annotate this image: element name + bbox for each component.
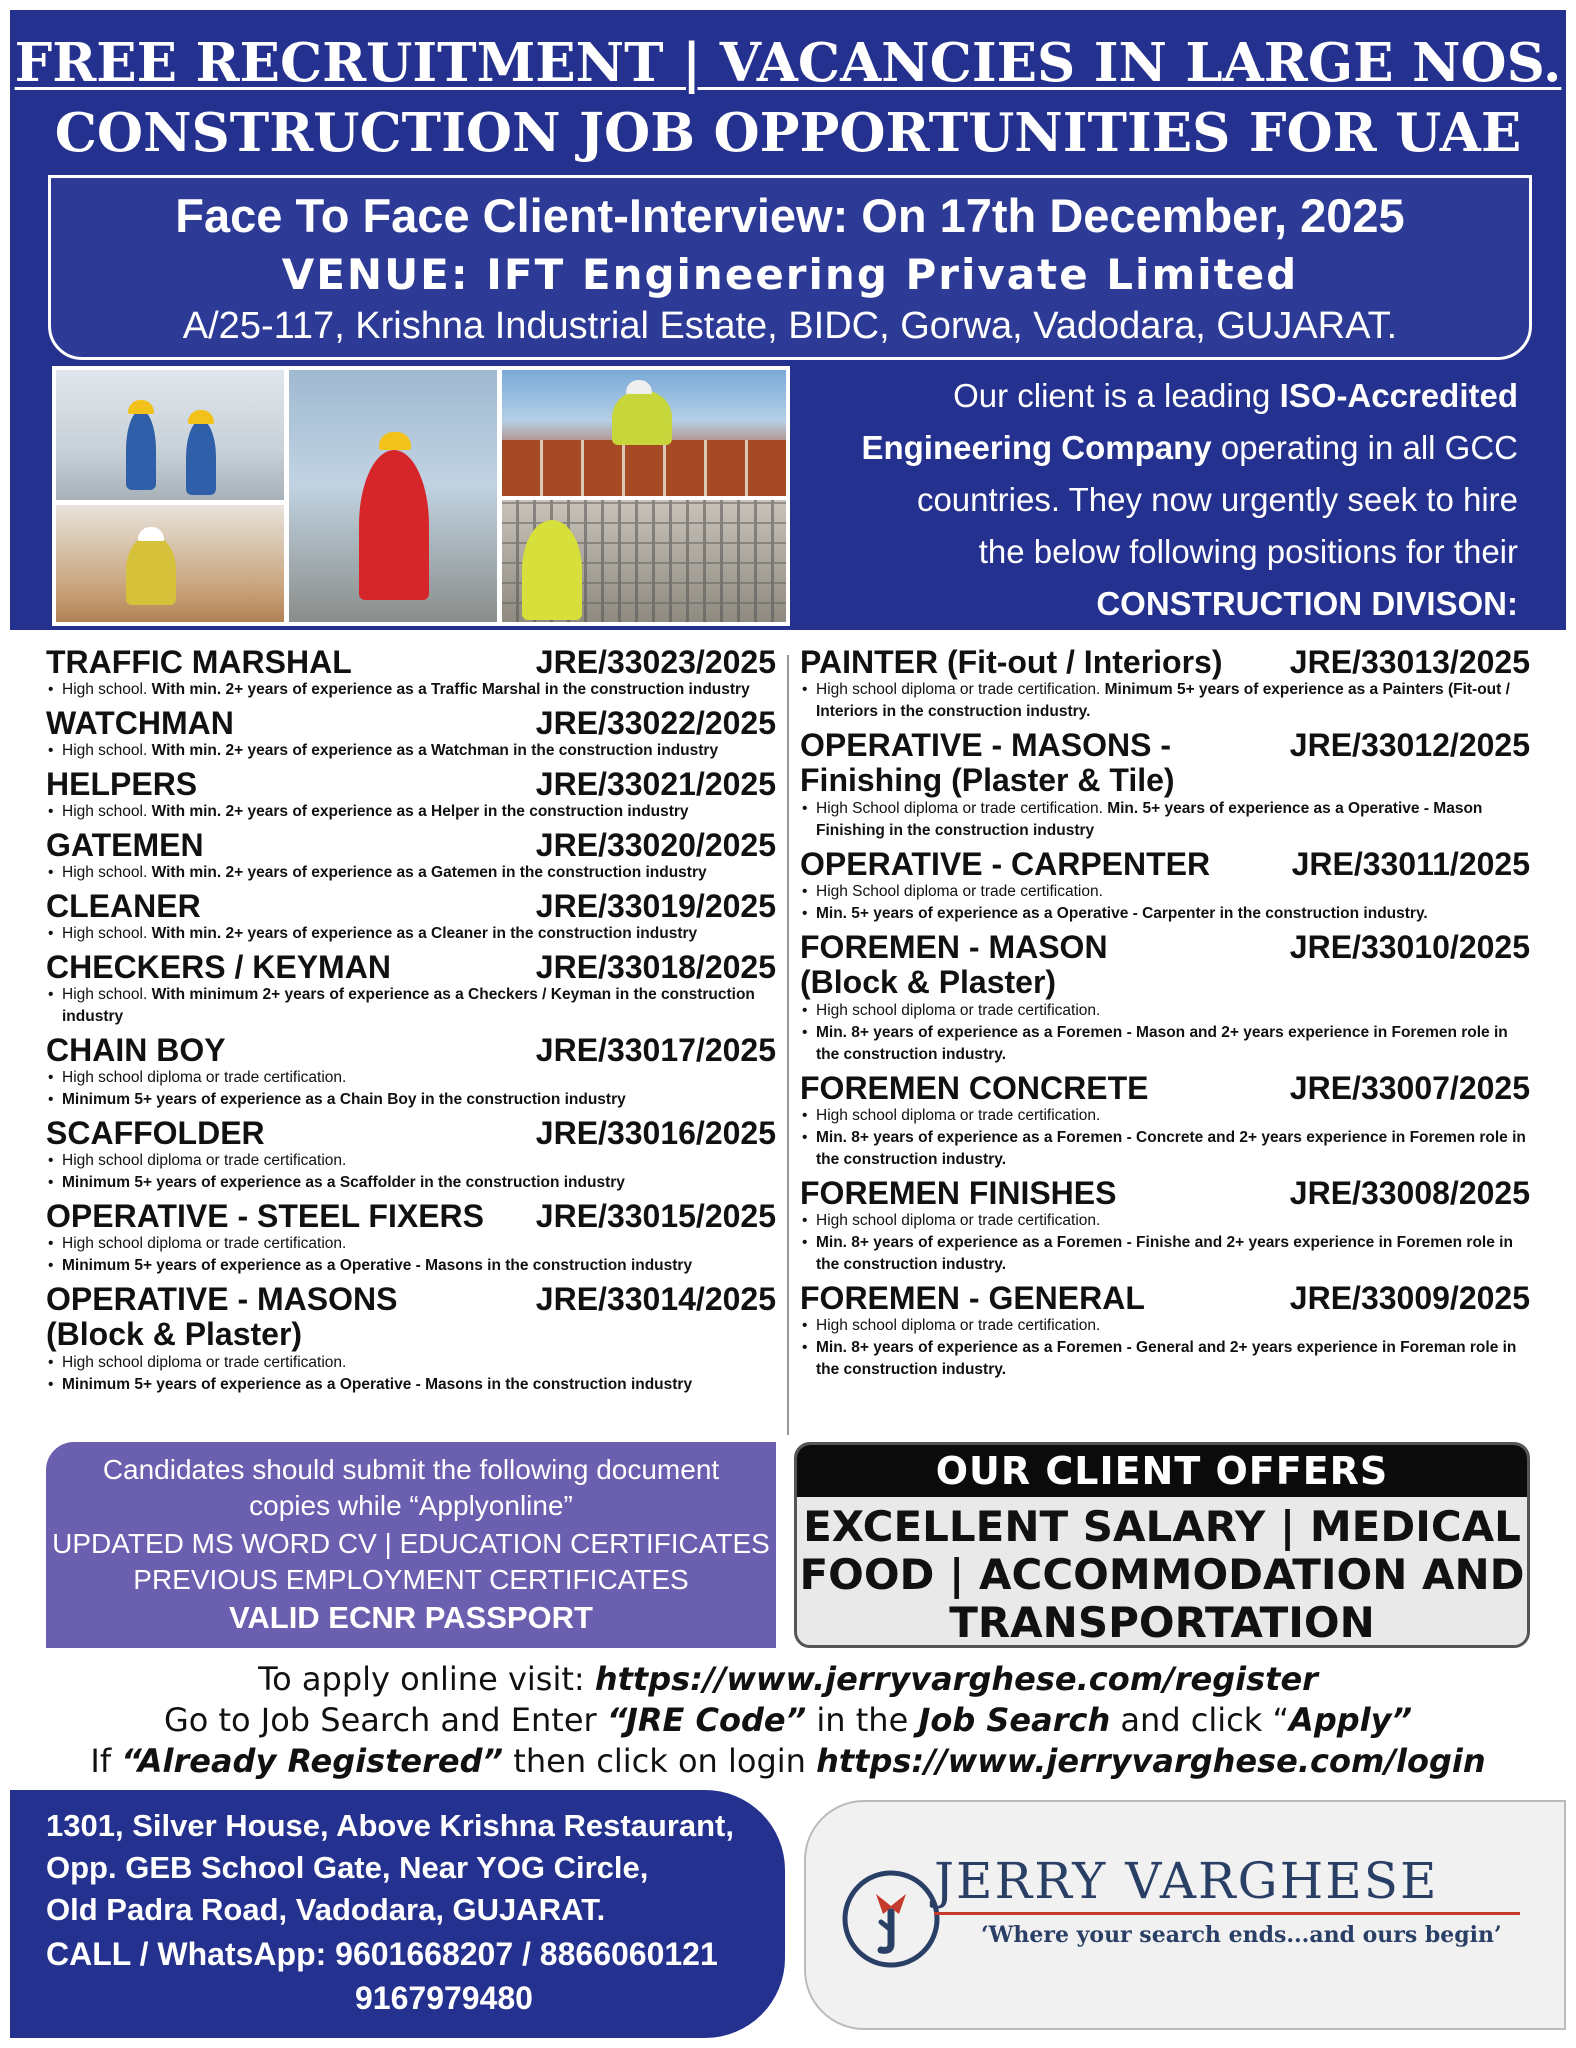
job-requirement: [800, 1022, 1530, 1066]
header-banner: [10, 10, 1566, 630]
requirement-text: High school.: [62, 925, 152, 942]
construction-photo-collage: [52, 366, 790, 626]
job-requirement: [46, 1374, 776, 1396]
job-code: JRE/33008/2025: [1289, 1175, 1530, 1211]
requirement-text: High School diploma or trade certification.: [816, 800, 1108, 817]
logo-company-name: JERRY VARGHESE: [934, 1852, 1439, 1910]
address-line-1: 1301, Silver House, Above Krishna Restaurant,: [46, 1808, 734, 1843]
job-code: JRE/33012/2025: [1289, 727, 1530, 763]
job-requirement: [800, 1127, 1530, 1171]
job-listing: [800, 1071, 1530, 1171]
job-title: HELPERS: [46, 766, 198, 802]
interview-details-box: [48, 175, 1532, 360]
jobs-column-left: [46, 645, 776, 1401]
job-requirement: [46, 1233, 776, 1255]
job-listing: [800, 728, 1530, 842]
job-listing: [46, 645, 776, 701]
job-code: JRE/33016/2025: [535, 1115, 776, 1151]
job-requirement: [46, 862, 776, 884]
apply-online-line: [0, 1660, 1576, 1698]
job-listing: [46, 1116, 776, 1194]
job-requirement: [800, 679, 1530, 723]
job-listing: [46, 1199, 776, 1277]
job-code: JRE/33021/2025: [535, 766, 776, 802]
job-requirement: [46, 923, 776, 945]
offers-line-1: EXCELLENT SALARY | MEDICAL: [803, 1502, 1521, 1551]
job-requirement: [46, 679, 776, 701]
job-requirement: [46, 1172, 776, 1194]
client-engineering: Engineering Company: [861, 429, 1212, 466]
job-heading: [800, 847, 1530, 881]
client-text-1: Our client is a leading: [953, 377, 1280, 414]
job-requirement: [800, 1337, 1530, 1381]
requirement-text: High school.: [62, 681, 152, 698]
login-text-1: If: [90, 1742, 122, 1780]
requirement-text: High school diploma or trade certification.: [816, 1107, 1101, 1124]
job-requirement: [800, 1105, 1530, 1127]
requirement-experience: Min. 8+ years of experience as a Foremen - General and 2+ years experience in Foreman role in the construction industry.: [816, 1339, 1517, 1378]
job-search-text-2: in the: [806, 1701, 919, 1739]
job-title-continued: Finishing (Plaster & Tile): [800, 762, 1175, 798]
job-title-continued: (Block & Plaster): [800, 964, 1057, 1000]
job-requirement: [46, 801, 776, 823]
job-title: FOREMEN FINISHES: [800, 1175, 1117, 1211]
requirement-experience: With min. 2+ years of experience as a Watchman in the construction industry: [151, 742, 719, 759]
requirement-experience: With minimum 2+ years of experience as a Checkers / Keyman in the construction industry: [62, 986, 755, 1025]
job-heading: [46, 1199, 776, 1233]
job-title: GATEMEN: [46, 827, 204, 863]
already-registered-text: “Already Registered”: [121, 1742, 504, 1780]
job-code: JRE/33007/2025: [1289, 1070, 1530, 1106]
client-text-4: the below following positions for their: [978, 533, 1518, 570]
job-title-continued: (Block & Plaster): [46, 1316, 303, 1352]
jerry-varghese-logo-box: [804, 1800, 1566, 2030]
job-search-text-1: Go to Job Search and Enter: [163, 1701, 607, 1739]
job-listing: [800, 930, 1530, 1066]
job-heading: [46, 950, 776, 984]
job-title: OPERATIVE - CARPENTER: [800, 846, 1211, 882]
address-line-3: Old Padra Road, Vadodara, GUJARAT.: [46, 1892, 606, 1927]
requirement-text: High School diploma or trade certification.: [816, 883, 1103, 900]
column-divider: [787, 655, 789, 1435]
client-description: [758, 370, 1518, 630]
job-search-bold: Job Search: [918, 1701, 1111, 1739]
job-requirement: [800, 903, 1530, 925]
offers-heading: OUR CLIENT OFFERS: [797, 1445, 1527, 1497]
client-division: CONSTRUCTION DIVISON:: [1096, 585, 1518, 622]
client-iso: ISO-Accredited: [1279, 377, 1518, 414]
jv-emblem-icon: [836, 1864, 946, 1974]
job-heading: [800, 1176, 1530, 1210]
requirement-experience: With min. 2+ years of experience as a Helper in the construction industry: [151, 803, 689, 820]
requirement-text: High school diploma or trade certification.: [816, 1212, 1101, 1229]
job-code: JRE/33022/2025: [535, 705, 776, 741]
job-requirement: [800, 1210, 1530, 1232]
contact-numbers: CALL / WhatsApp: 9601668207 / 8866060121: [46, 1936, 718, 1972]
interview-venue: VENUE: IFT Engineering Private Limited: [281, 250, 1299, 299]
job-heading: [46, 828, 776, 862]
job-listing: [800, 1281, 1530, 1381]
offers-line-3: TRANSPORTATION: [949, 1598, 1375, 1647]
job-code: JRE/33015/2025: [535, 1198, 776, 1234]
job-title: PAINTER (Fit-out / Interiors): [800, 644, 1223, 680]
headline-construction-jobs: CONSTRUCTION JOB OPPORTUNITIES FOR UAE: [54, 102, 1522, 164]
steel-fixer-photo: [502, 500, 786, 622]
job-requirement: [800, 1000, 1530, 1022]
job-requirement: [46, 1255, 776, 1277]
carpenter-photo: [56, 505, 284, 622]
documents-apply-online: copies while “Applyonline”: [249, 1490, 573, 1521]
job-title: SCAFFOLDER: [46, 1115, 265, 1151]
job-heading: [46, 1116, 776, 1150]
requirement-text: High school.: [62, 742, 152, 759]
job-heading: [46, 645, 776, 679]
job-code: JRE/33020/2025: [535, 827, 776, 863]
jre-code-text: “JRE Code”: [606, 1701, 807, 1739]
requirement-text: High school diploma or trade certification.: [62, 1354, 347, 1371]
job-heading: [800, 1281, 1530, 1315]
requirement-text: High school.: [62, 803, 152, 820]
job-title: FOREMEN - GENERAL: [800, 1280, 1145, 1316]
job-heading: [46, 1282, 776, 1316]
requirement-text: High school.: [62, 864, 152, 881]
job-requirement: [46, 1067, 776, 1089]
requirement-experience: Min. 8+ years of experience as a Foremen - Concrete and 2+ years experience in Foremen role in the construction industry.: [816, 1129, 1526, 1168]
requirement-experience: Minimum 5+ years of experience as a Painters (Fit-out / Interiors in the construction industry.: [816, 681, 1510, 720]
requirement-text: High school diploma or trade certification.: [62, 1152, 347, 1169]
client-offers-box: [794, 1442, 1530, 1648]
requirement-experience: With min. 2+ years of experience as a Cleaner in the construction industry: [151, 925, 698, 942]
job-title: CHAIN BOY: [46, 1032, 226, 1068]
job-code: JRE/33013/2025: [1289, 644, 1530, 680]
requirement-text: High school.: [62, 986, 152, 1003]
job-code: JRE/33023/2025: [535, 644, 776, 680]
login-text-2: then click on login: [503, 1742, 817, 1780]
requirement-experience: Minimum 5+ years of experience as a Scaffolder in the construction industry: [62, 1174, 625, 1191]
job-requirement: [800, 798, 1530, 842]
requirement-text: High school diploma or trade certification.: [62, 1235, 347, 1252]
job-listing: [800, 847, 1530, 925]
login-line: [0, 1742, 1576, 1780]
job-heading: [800, 930, 1530, 964]
register-link[interactable]: https://www.jerryvarghese.com/register: [594, 1660, 1318, 1698]
offers-line-2: FOOD | ACCOMMODATION AND: [799, 1550, 1525, 1599]
documents-employment: PREVIOUS EMPLOYMENT CERTIFICATES: [133, 1564, 689, 1595]
job-listing: [46, 828, 776, 884]
logo-rule-line: [934, 1912, 1520, 1915]
venue-address: A/25-117, Krishna Industrial Estate, BIDC, Gorwa, Vadodara, GUJARAT.: [182, 305, 1398, 347]
requirement-experience: With min. 2+ years of experience as a Traffic Marshal in the construction industry: [151, 681, 750, 698]
job-listing: [800, 645, 1530, 723]
job-requirement: [46, 984, 776, 1028]
job-requirement: [46, 1150, 776, 1172]
required-documents-box: [46, 1442, 776, 1648]
requirement-text: High school diploma or trade certification.: [816, 1317, 1101, 1334]
office-address-box: [10, 1790, 785, 2038]
job-requirement: [800, 881, 1530, 903]
address-line-2: Opp. GEB School Gate, Near YOG Circle,: [46, 1850, 649, 1885]
job-search-text-3: and click “: [1110, 1701, 1290, 1739]
apply-bold: Apply”: [1289, 1701, 1413, 1739]
requirement-text: High school diploma or trade certification.: [816, 681, 1105, 698]
requirement-experience: Min. 8+ years of experience as a Foremen - Mason and 2+ years experience in Foremen role in the construction industry.: [816, 1024, 1508, 1063]
job-heading: [46, 1033, 776, 1067]
job-code: JRE/33014/2025: [535, 1281, 776, 1317]
traffic-marshal-photo: [289, 370, 497, 622]
login-link[interactable]: https://www.jerryvarghese.com/login: [816, 1742, 1486, 1780]
job-heading: [46, 706, 776, 740]
job-heading: [800, 728, 1530, 762]
job-listing: [46, 767, 776, 823]
job-heading: [800, 1071, 1530, 1105]
job-heading: [800, 645, 1530, 679]
job-search-line: [0, 1701, 1576, 1739]
jobs-column-right: [800, 645, 1530, 1386]
job-heading: [46, 767, 776, 801]
requirement-experience: Minimum 5+ years of experience as a Operative - Masons in the construction industry: [62, 1376, 693, 1393]
job-code: JRE/33010/2025: [1289, 929, 1530, 965]
interview-date: Face To Face Client-Interview: On 17th December, 2025: [175, 189, 1405, 242]
job-code: JRE/33018/2025: [535, 949, 776, 985]
job-requirement: [800, 1315, 1530, 1337]
job-listing: [46, 1033, 776, 1111]
bricklayer-photo: [502, 370, 786, 496]
job-title: OPERATIVE - STEEL FIXERS: [46, 1198, 484, 1234]
job-requirement: [46, 740, 776, 762]
job-listing: [46, 889, 776, 945]
job-code: JRE/33017/2025: [535, 1032, 776, 1068]
headline-free-recruitment: FREE RECRUITMENT | VACANCIES IN LARGE NOS.: [14, 32, 1562, 94]
job-requirement: [46, 1352, 776, 1374]
painters-photo: [56, 370, 284, 500]
job-title: FOREMEN CONCRETE: [800, 1070, 1149, 1106]
job-title: TRAFFIC MARSHAL: [46, 644, 352, 680]
job-listing: [46, 706, 776, 762]
job-listing: [46, 1282, 776, 1396]
job-code: JRE/33011/2025: [1291, 846, 1530, 882]
offers-list: [797, 1497, 1527, 1647]
contact-number-extra: 9167979480: [355, 1980, 533, 2016]
apply-text: To apply online visit:: [258, 1660, 595, 1698]
documents-intro: Candidates should submit the following document: [102, 1454, 720, 1485]
requirement-experience: Minimum 5+ years of experience as a Operative - Masons in the construction industry: [62, 1257, 693, 1274]
job-code: JRE/33019/2025: [535, 888, 776, 924]
requirement-experience: Min. 5+ years of experience as a Operative - Mason Finishing in the construction industry: [816, 800, 1483, 839]
job-title: OPERATIVE - MASONS -: [800, 727, 1171, 763]
job-title: CHECKERS / KEYMAN: [46, 949, 391, 985]
job-requirement: [46, 1089, 776, 1111]
requirement-text: High school diploma or trade certification.: [816, 1002, 1101, 1019]
job-title: OPERATIVE - MASONS: [46, 1281, 398, 1317]
documents-passport: VALID ECNR PASSPORT: [229, 1600, 593, 1635]
client-text-3: countries. They now urgently seek to hire: [916, 481, 1518, 518]
logo-tagline: ‘Where your search ends...and ours begin’: [981, 1922, 1502, 1948]
requirement-text: High school diploma or trade certification.: [62, 1069, 347, 1086]
requirement-experience: With min. 2+ years of experience as a Gatemen in the construction industry: [151, 864, 707, 881]
job-listing: [46, 950, 776, 1028]
requirement-experience: Min. 8+ years of experience as a Foremen - Finishe and 2+ years experience in Foremen role in the construction industry.: [816, 1234, 1513, 1273]
job-code: JRE/33009/2025: [1289, 1280, 1530, 1316]
job-title: FOREMEN - MASON: [800, 929, 1108, 965]
requirement-experience: Min. 5+ years of experience as a Operative - Carpenter in the construction industry.: [816, 905, 1428, 922]
documents-cv-education: UPDATED MS WORD CV | EDUCATION CERTIFICATES: [52, 1528, 770, 1559]
job-title: CLEANER: [46, 888, 201, 924]
job-requirement: [800, 1232, 1530, 1276]
requirement-experience: Minimum 5+ years of experience as a Chain Boy in the construction industry: [62, 1091, 626, 1108]
client-text-2: operating in all GCC: [1211, 429, 1518, 466]
job-listing: [800, 1176, 1530, 1276]
job-title: WATCHMAN: [46, 705, 234, 741]
job-heading: [46, 889, 776, 923]
